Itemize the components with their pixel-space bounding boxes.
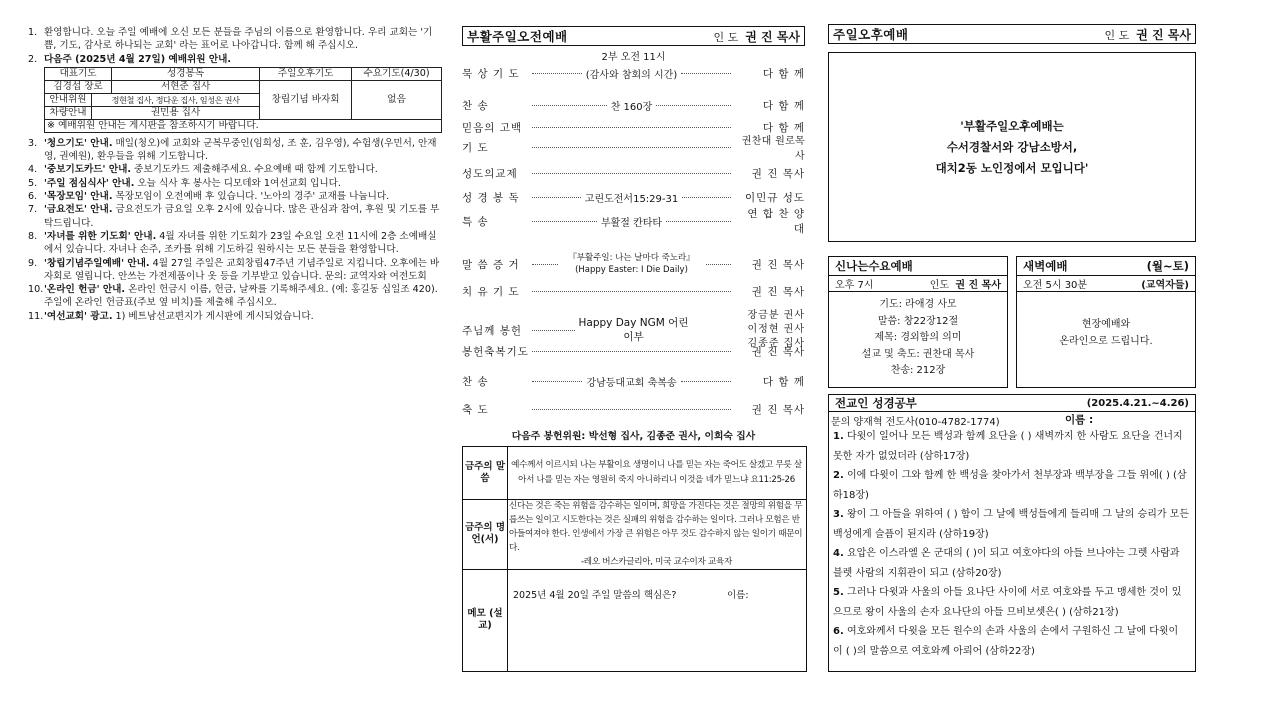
leader-label: 인 도 [713,30,739,44]
pm-notice-line: '부활주일오후예배는 [960,118,1064,133]
notice-text: '자녀를 위한 기도회' 안내. 4월 자녀를 위한 기도회가 23일 수요일 오전 11시에 2층 소예배실에서 있습니다. 자녀나 손주, 조카를 위해 기도하길 원하시는 모든 분들을 환영합니다. [44,230,437,256]
order-detail: 강남등대교회 축복송 [586,377,677,389]
leader-label: 인 도 [1104,28,1130,42]
notice-text: '목장모임' 안내. 목장모임이 오전예배 후 있습니다. '노아의 경주' 교재를 나눕니다. [44,191,390,203]
am-service-leader [714,28,800,45]
question-number: 5. [833,587,844,598]
order-detail: 부활절 칸타타 [600,217,663,229]
order-leader: 권찬대 원로목사 [741,136,805,162]
notice-text: '여선교회' 광고. 1) 베트남선교편지가 게시판에 게시되었습니다. [44,310,314,322]
order-leader: 다 함 께 [762,99,805,112]
duty-header: 수요기도(4/30) [352,67,442,80]
duty-usher-label: 안내위원 [45,93,92,106]
wednesday-subheader [829,276,1007,292]
duty-wed-prayer: 없음 [352,80,442,119]
notice-item [28,310,442,323]
order-row [462,284,805,298]
notice-text: '온라인 헌금' 안내. 온라인 헌금시 이름, 헌금, 날짜를 기록해주세요. (예: 홍길동 십일조 420). 주일에 온라인 헌금표(주보 옆 비치)를 제출해 주십시오. [44,284,438,309]
wednesday-title: 신나는수요예배 [835,259,913,273]
order-row [462,208,806,235]
order-detail: (감사와 참회의 시간) [585,69,678,81]
order-row [462,190,805,204]
announcements [28,26,442,323]
order-leader: 권 진 목사 [751,345,805,358]
quote-source: -레오 버스카글리아, 미국 교수이자 교육자 [581,557,732,567]
notice-text: '금요전도' 안내. 금요전도가 금요일 오후 2시에 있습니다. 많은 관심과 참여, 후원 및 기도를 부탁드립니다. [44,204,440,229]
pm-service-leader [1105,26,1191,43]
bible-study-header [829,395,1195,412]
question-item [833,544,1191,583]
notice-number: 2. [28,53,38,65]
bible-study-contact: 문의 양재혁 전도사(010-4782-1774) [831,417,1000,428]
wednesday-scripture: 말씀: 창22장12절 [877,315,959,327]
bible-study-name-label: 이름 : [1065,414,1094,426]
notice-item [28,177,442,190]
dawn-title: 새벽예배 [1023,259,1068,273]
pm-notice-line: 대치2동 노인정에서 모입니다' [935,160,1089,175]
dawn-time: 오전 5시 30분 [1023,280,1088,291]
order-name: 주님께 봉헌 [462,324,523,337]
bible-study [828,394,1196,672]
order-row [462,402,805,416]
dotted-leader [532,173,731,174]
question-item [833,466,1191,505]
dotted-leader [532,197,581,198]
notice-text: '주일 점심식사' 안내. 오늘 식사 후 봉사는 디모데와 1여선교회 입니다. [44,177,341,189]
notice-item [28,163,442,176]
dotted-leader [532,221,597,222]
memo-name-label: 이름: [727,590,749,601]
wednesday-sermon: 제목: 경외함의 의미 [874,332,962,343]
duty-prayer: 김경섭 장로 [45,80,112,93]
duty-car-name: 권민용 집사 [92,106,260,119]
leader-label: 인도 [929,280,950,291]
duty-header: 대표기도 [45,67,112,80]
wednesday-leader [930,276,1001,291]
question-text: 이에 다윗이 그와 함께 한 백성을 찾아가서 천부장과 백부장을 그들 위에( ) (삼하18장) [833,470,1187,501]
weekly-quote-row [463,499,806,570]
memo-label: 메모 (설교) [463,569,508,671]
question-text: 요압은 이스라엘 온 군대의 ( )이 되고 여호야다의 아들 브나야는 그렛 사람과 블렛 사람의 지휘관이 되고 (삼하20장) [833,548,1180,579]
am-service-header [462,26,805,46]
duty-pm-prayer: 창립기념 바자회 [260,80,352,119]
dawn-subheader [1017,276,1195,292]
question-text: 다윗이 일어나 모든 백성과 함께 요단을 ( ) 새벽까지 한 사람도 요단을 건너지 못한 자가 없었더라 (삼하17장) [833,431,1183,462]
order-detail: 찬 160장 [610,101,653,113]
dawn-message-line: 현장예배와 [1081,319,1131,330]
notice-number: 10. [28,284,44,296]
wednesday-benediction: 설교 및 축도: 권찬대 목사 [861,348,975,360]
dawn-message-line: 온라인으로 드립니다. [1059,336,1153,347]
order-leader: 다 함 께 [762,375,805,388]
dawn-message [1017,316,1195,350]
order-row [462,98,805,112]
wednesday-service [828,256,1008,388]
question-text: 그러나 다윗과 사울의 아들 요나단 사이에 서로 여호와를 두고 맹세한 것이 있으므로 왕이 사울의 손자 요나단의 아들 므비보셋은( ) (삼하21장) [833,587,1182,618]
dotted-leader [666,221,731,222]
question-number: 6. [833,626,844,637]
question-item [833,583,1191,622]
duty-header: 성경봉독 [112,67,260,80]
order-row [462,66,805,80]
leader-name: 권 진 목사 [1136,27,1191,42]
leader-name: 권 진 목사 [745,29,800,44]
next-week-duty-table [44,67,442,133]
duty-usher-names: 정현철 집사, 정다운 집사, 임성은 권사 [92,93,260,106]
order-name: 축 도 [462,403,489,416]
dawn-header [1017,257,1195,276]
pm-service-header [828,24,1196,44]
dotted-leader [706,264,732,265]
wednesday-hymn: 찬송: 212장 [890,365,946,376]
weekly-verse-row [463,447,806,500]
dawn-days: (월~토) [1146,259,1189,273]
order-name: 특 송 [462,215,489,228]
notice-list [28,137,442,323]
order-name: 믿음의 고백 [462,121,523,134]
order-leader: 장금분 권사 이정현 권사 김종준 집사 [747,310,805,349]
verse-box [462,446,807,672]
notice-number: 8. [28,230,38,242]
leader-name: 권 진 목사 [955,280,1001,291]
question-item [833,622,1191,661]
duty-car-label: 차량안내 [45,106,92,119]
notice-text: '창립기념주일예배' 안내. 4월 27일 주일은 교회창립47주년 기념주일로 지킵니다. 오후에는 바자회로 열립니다. 안쓰는 가전제품이나 옷 등을 기부받고 있습니다. 문의: 교역자와 여전도회 [44,257,440,282]
notice-item [28,257,442,284]
pm-service-title: 주일오후예배 [833,27,909,42]
wednesday-time: 오후 7시 [835,280,874,291]
dotted-leader [532,73,582,74]
notice-number: 9. [28,257,38,269]
dotted-leader [532,409,731,410]
order-row [462,250,805,278]
notice-number: 3. [28,137,38,149]
notice-number: 1. [28,27,38,38]
am-service-title: 부활주일오전예배 [467,29,568,44]
order-row [462,374,805,388]
am-service-subtitle: 2부 오전 11시 [601,52,666,63]
order-name: 성도의교제 [462,167,518,180]
notice-1 [28,26,442,53]
bible-study-title: 전교인 성경공부 [835,396,917,410]
dotted-leader [682,197,731,198]
notice-number: 5. [28,177,38,189]
notice-item [28,190,442,203]
order-name: 봉헌축복기도 [462,345,529,358]
quote-body: 신다는 것은 죽는 위험을 감수하는 일이며, 희망을 가진다는 것은 절망의 위험을 무릅쓰는 일이고 시도한다는 것은 실패의 위험을 감수하는 일이다. 그러나 모험은 반아들여져야 한다. 인생에서 가장 큰 위험은 아무 것도 감수하지 않는 일이기 때문이다. [509,501,803,553]
order-leader: 다 함 께 [762,67,806,80]
weekly-verse-text: 예수께서 이르시되 나는 부활이요 생명이니 나를 믿는 자는 죽어도 살겠고 무릇 살아서 나를 믿는 자는 영원히 죽지 아니하리니 이것을 네가 믿느냐 요11:25-26 [511,460,802,485]
wednesday-details [829,292,1007,380]
pm-notice-line: 수서경찰서와 강남소방서, [946,139,1078,154]
order-leader: 다 함 께 [762,121,805,134]
dotted-leader [532,105,607,106]
notice-text: '청으기도' 안내. 매일(청오)에 교회와 군복무중인(임희성, 조 훈, 김우영), 수험생(우민서, 안재영, 권예원), 환우들을 위해 기도합니다. [44,137,437,163]
notice-item [28,230,442,257]
order-row [462,344,805,358]
notice-item [28,203,442,230]
order-detail: 고린도전서15:29-31 [584,193,679,205]
dotted-leader [681,73,731,74]
dotted-leader [681,381,731,382]
weekly-quote-label: 금주의 명언(서) [463,499,508,569]
notice-number: 11. [28,310,44,322]
dotted-leader [532,291,731,292]
notice-text: 환영합니다. 오늘 주일 예배에 오신 모든 분들을 주님의 이름으로 환영합니다. 우리 교회는 '기쁨, 기도, 감사로 하나되는 교회' 라는 표어로 나아갑니다. 함께 해 주십시오. [44,27,433,52]
order-name: 묵 상 기 도 [462,67,520,80]
order-name: 치 유 기 도 [462,285,520,298]
next-offering-team: 다음주 봉헌위원: 박선형 집사, 김종준 권사, 이희숙 집사 [511,431,756,442]
notice-item [28,283,442,310]
dotted-leader [532,330,575,331]
duty-reader: 서현준 집사 [112,80,260,93]
order-detail: Happy Day NGM 어린이부 [578,317,689,343]
notice-number: 6. [28,191,38,203]
dotted-leader [532,351,731,352]
order-detail: 『부활주일: 나는 날마다 죽노라』 (Happy Easter: I Die Daily) [568,253,695,275]
question-item [833,505,1191,544]
dotted-leader [532,127,731,128]
order-leader: 권 진 목사 [751,403,805,416]
question-number: 3. [833,509,844,520]
order-row [462,166,805,180]
memo-question: 2025년 4월 20일 주일 말씀의 핵심은? [513,590,677,601]
dotted-leader [532,147,731,148]
dawn-service [1016,256,1196,388]
wednesday-header [829,257,1007,276]
notice-2 [28,53,442,66]
weekly-verse-label: 금주의 말씀 [463,447,508,499]
question-number: 4. [833,548,844,559]
notice-text: 다음주 (2025년 4월 27일) 예배위원 안내. [44,53,232,65]
dotted-leader [656,105,731,106]
notice-number: 7. [28,204,38,216]
duty-note: ※ 예배위원 안내는 게시판을 참조하시기 바랍니다. [45,119,442,132]
order-leader: 연 합 찬 양 대 [747,208,806,235]
weekly-quote-text [509,499,804,569]
question-item [833,427,1191,466]
sermon-memo-row [463,569,806,671]
order-name: 기 도 [462,141,489,154]
notice-number: 4. [28,164,38,176]
notice-text: '중보기도카드' 안내. 중보기도카드 제출해주세요. 수요예배 때 함께 기도합니다. [44,164,378,176]
order-name: 찬 송 [462,375,489,388]
question-number: 1. [833,431,844,442]
question-text: 여호와께서 다윗을 모든 원수의 손과 사울의 손에서 구원하신 그 날에 다윗이 이 ( )의 말씀으로 여호와께 아뢰어 (삼하22장) [833,626,1179,657]
order-name: 찬 송 [462,99,489,112]
order-name: 말 씀 증 거 [462,258,520,271]
dawn-leader: (교역자들) [1141,280,1189,291]
duty-header: 주일오후기도 [260,67,352,80]
order-leader: 권 진 목사 [751,167,805,180]
notice-item [28,137,442,164]
question-text: 왕이 그 아들을 위하여 ( ) 함이 그 날에 백성들에게 들리매 그 날의 승리가 모든 백성에게 슬픔이 된지라 (삼하19장) [833,509,1190,540]
dotted-leader [532,264,558,265]
bible-study-range: (2025.4.21.~4.26) [1086,397,1189,409]
order-leader: 권 진 목사 [751,258,805,271]
order-row [462,136,805,162]
order-leader: 이민규 성도 [744,191,806,204]
order-name: 성 경 봉 독 [462,191,520,204]
order-leader: 권 진 목사 [751,285,805,298]
question-number: 2. [833,470,844,481]
dotted-leader [532,381,582,382]
wednesday-prayer: 기도: 라애경 사모 [879,299,957,310]
pm-service-notice [828,52,1196,242]
